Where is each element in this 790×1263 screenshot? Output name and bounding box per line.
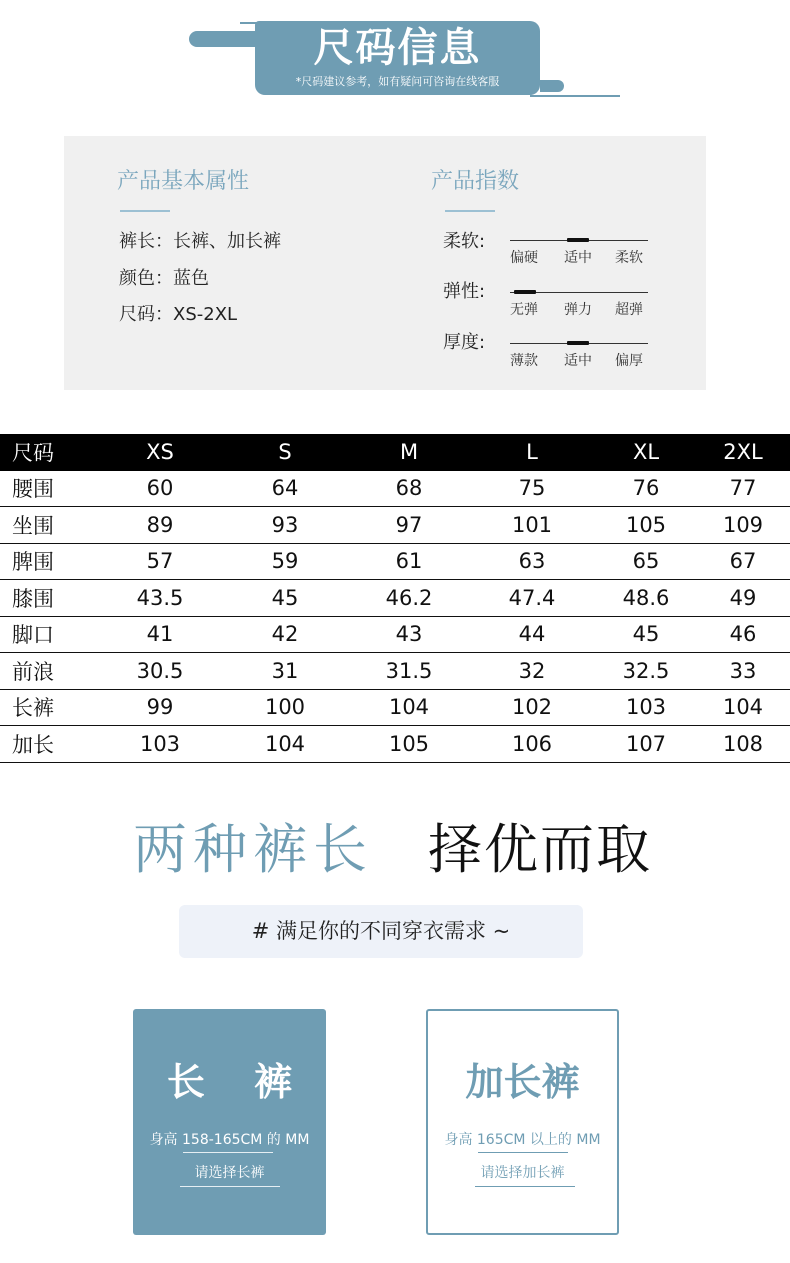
table-row bbox=[0, 726, 790, 763]
index-marker-thickness bbox=[567, 341, 589, 345]
table-cell: 坐围 bbox=[0, 507, 100, 544]
headline-choose-best: 择优而取 bbox=[428, 818, 652, 881]
card-recommendation: 请选择加长裤 bbox=[480, 1165, 565, 1181]
table-cell: 106 bbox=[468, 726, 596, 763]
size-header-cell: 尺码 bbox=[0, 434, 100, 470]
card-height-range: 身高 165CM 以上的 MM bbox=[444, 1132, 601, 1148]
table-cell: 75 bbox=[468, 470, 596, 507]
size-header-cell: L bbox=[468, 434, 596, 470]
indices-title-underline bbox=[445, 210, 495, 212]
table-cell: 61 bbox=[350, 543, 468, 580]
index-option: 柔软 bbox=[615, 250, 643, 266]
table-cell: 63 bbox=[468, 543, 596, 580]
size-table-header-row bbox=[0, 434, 790, 470]
attribute-size: 尺码：XS-2XL bbox=[119, 304, 238, 325]
table-cell: 105 bbox=[350, 726, 468, 763]
table-cell: 105 bbox=[596, 507, 696, 544]
table-cell: 60 bbox=[100, 470, 220, 507]
table-cell: 97 bbox=[350, 507, 468, 544]
table-cell: 103 bbox=[100, 726, 220, 763]
table-cell: 100 bbox=[220, 689, 350, 726]
attribute-color: 颜色：蓝色 bbox=[119, 268, 209, 289]
table-cell: 107 bbox=[596, 726, 696, 763]
card-recommendation: 请选择长裤 bbox=[194, 1165, 265, 1181]
table-cell: 57 bbox=[100, 543, 220, 580]
table-row bbox=[0, 580, 790, 617]
page-subtitle: *尺码建议参考，如有疑问可咨询在线客服 bbox=[295, 75, 500, 88]
table-row bbox=[0, 470, 790, 507]
table-cell: 46.2 bbox=[350, 580, 468, 617]
table-cell: 59 bbox=[220, 543, 350, 580]
index-label-thickness: 厚度: bbox=[443, 332, 486, 353]
index-option: 适中 bbox=[564, 250, 592, 266]
table-cell: 前浪 bbox=[0, 653, 100, 690]
attributes-title-underline bbox=[120, 210, 170, 212]
size-header-cell: XL bbox=[596, 434, 696, 470]
table-cell: 47.4 bbox=[468, 580, 596, 617]
index-option: 超弹 bbox=[615, 302, 643, 318]
index-option: 无弹 bbox=[510, 302, 538, 318]
header-banner-notch bbox=[540, 80, 564, 92]
card-divider bbox=[478, 1152, 568, 1153]
table-row bbox=[0, 689, 790, 726]
table-cell: 101 bbox=[468, 507, 596, 544]
table-cell: 30.5 bbox=[100, 653, 220, 690]
table-cell: 103 bbox=[596, 689, 696, 726]
table-row bbox=[0, 616, 790, 653]
index-label-elasticity: 弹性: bbox=[443, 281, 486, 302]
table-cell: 43.5 bbox=[100, 580, 220, 617]
table-cell: 89 bbox=[100, 507, 220, 544]
table-cell: 67 bbox=[696, 543, 790, 580]
table-cell: 77 bbox=[696, 470, 790, 507]
header-decor-underline bbox=[530, 95, 620, 97]
index-label-softness: 柔软: bbox=[443, 231, 486, 252]
card-long-pants bbox=[426, 1009, 619, 1235]
table-cell: 104 bbox=[350, 689, 468, 726]
table-cell: 65 bbox=[596, 543, 696, 580]
card-divider bbox=[180, 1186, 280, 1187]
table-cell: 45 bbox=[596, 616, 696, 653]
table-cell: 93 bbox=[220, 507, 350, 544]
index-option: 适中 bbox=[564, 353, 592, 369]
table-cell: 42 bbox=[220, 616, 350, 653]
size-header-cell: M bbox=[350, 434, 468, 470]
table-cell: 长裤 bbox=[0, 689, 100, 726]
table-cell: 32.5 bbox=[596, 653, 696, 690]
index-marker-elasticity bbox=[514, 290, 536, 294]
table-cell: 64 bbox=[220, 470, 350, 507]
size-table bbox=[0, 434, 790, 763]
table-cell: 108 bbox=[696, 726, 790, 763]
card-divider bbox=[475, 1186, 575, 1187]
table-cell: 脾围 bbox=[0, 543, 100, 580]
index-option: 弹力 bbox=[564, 302, 592, 318]
table-cell: 45 bbox=[220, 580, 350, 617]
index-option: 偏厚 bbox=[615, 353, 643, 369]
table-cell: 76 bbox=[596, 470, 696, 507]
table-cell: 44 bbox=[468, 616, 596, 653]
table-cell: 99 bbox=[100, 689, 220, 726]
table-cell: 脚口 bbox=[0, 616, 100, 653]
table-cell: 31.5 bbox=[350, 653, 468, 690]
table-cell: 膝围 bbox=[0, 580, 100, 617]
table-cell: 68 bbox=[350, 470, 468, 507]
table-cell: 102 bbox=[468, 689, 596, 726]
table-cell: 41 bbox=[100, 616, 220, 653]
index-marker-softness bbox=[567, 238, 589, 242]
table-cell: 31 bbox=[220, 653, 350, 690]
table-cell: 49 bbox=[696, 580, 790, 617]
table-cell: 33 bbox=[696, 653, 790, 690]
size-header-cell: S bbox=[220, 434, 350, 470]
attribute-length: 裤长：长裤、加长裤 bbox=[119, 231, 281, 252]
indices-title: 产品指数 bbox=[431, 169, 520, 194]
table-cell: 43 bbox=[350, 616, 468, 653]
card-divider bbox=[183, 1152, 273, 1153]
table-cell: 32 bbox=[468, 653, 596, 690]
table-cell: 腰围 bbox=[0, 470, 100, 507]
table-row bbox=[0, 507, 790, 544]
index-option: 薄款 bbox=[510, 353, 538, 369]
table-cell: 48.6 bbox=[596, 580, 696, 617]
table-cell: 104 bbox=[220, 726, 350, 763]
table-cell: 46 bbox=[696, 616, 790, 653]
page-title: 尺码信息 bbox=[313, 25, 482, 71]
tagline-pill: # 满足你的不同穿衣需求 ~ bbox=[179, 905, 583, 958]
card-height-range: 身高 158-165CM 的 MM bbox=[149, 1132, 310, 1148]
headline-two-lengths: 两种裤长 bbox=[133, 818, 373, 881]
table-row bbox=[0, 543, 790, 580]
attributes-title: 产品基本属性 bbox=[117, 169, 250, 194]
table-row bbox=[0, 653, 790, 690]
card-title: 加长裤 bbox=[465, 1060, 580, 1104]
index-option: 偏硬 bbox=[510, 250, 538, 266]
card-regular-pants bbox=[133, 1009, 326, 1235]
table-cell: 104 bbox=[696, 689, 790, 726]
table-cell: 109 bbox=[696, 507, 790, 544]
size-header-cell: 2XL bbox=[696, 434, 790, 470]
card-title: 长 裤 bbox=[166, 1060, 311, 1104]
size-header-cell: XS bbox=[100, 434, 220, 470]
table-cell: 加长 bbox=[0, 726, 100, 763]
